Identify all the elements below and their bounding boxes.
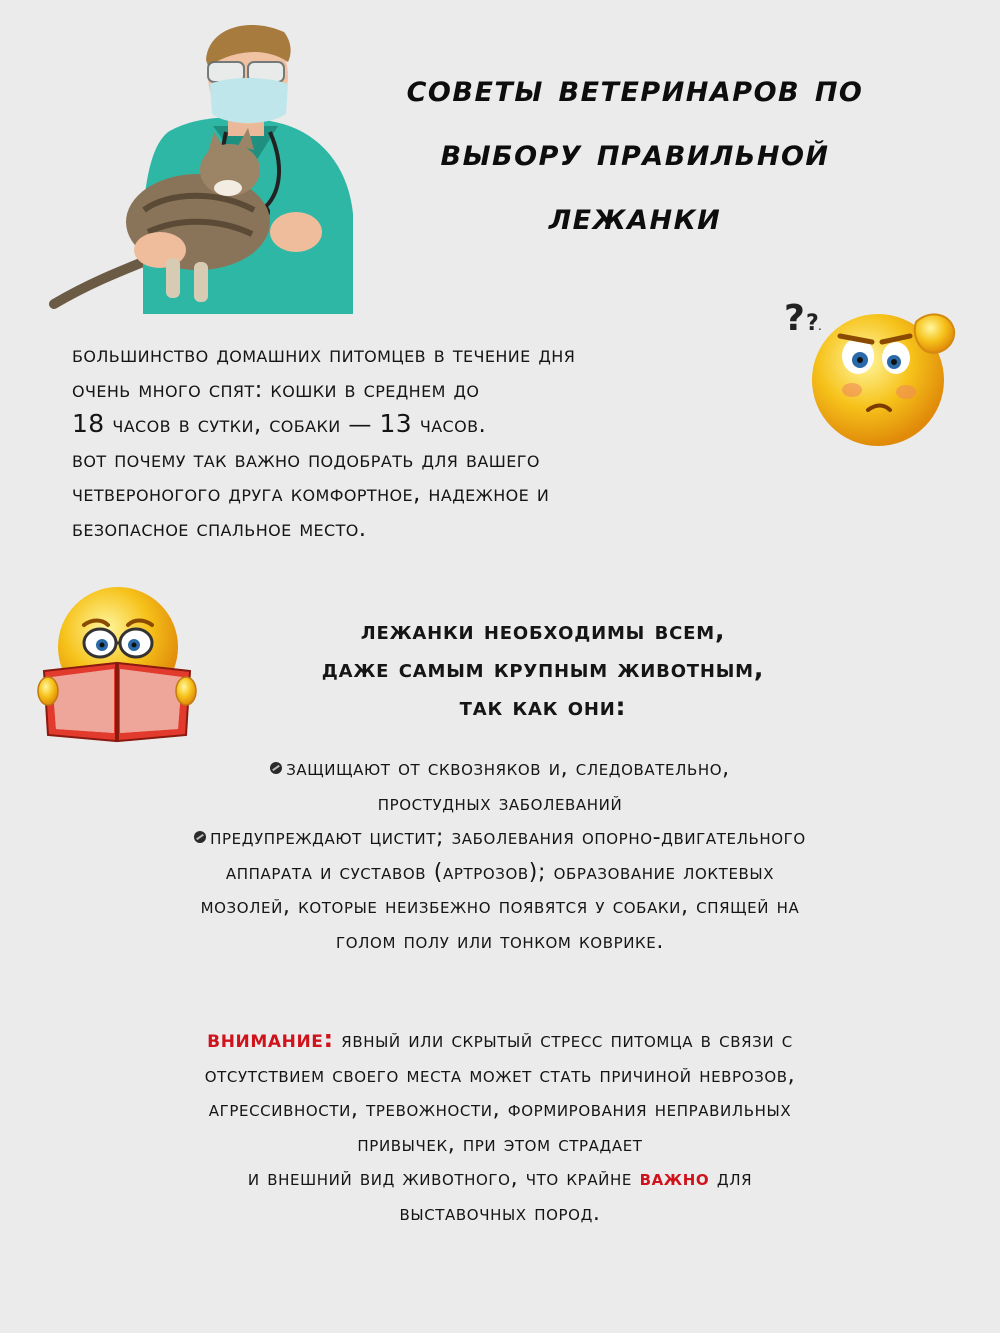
list-item-continued: простудных заболеваний	[377, 790, 623, 816]
heading-line: лежанки необходимы всем,	[360, 616, 726, 645]
intro-line: вот почему так важно подобрать для вашего	[72, 446, 540, 473]
list-item-continued: аппарата и суставов (артрозов); образование локтевых	[225, 859, 775, 885]
intro-line: четвероногого друга комфортное, надежное и	[72, 481, 550, 507]
intro-line	[72, 407, 792, 443]
list-item-continued: голом полу или тонком коврике.	[336, 928, 664, 954]
attention-line: агрессивности, тревожности, формирования неправильных	[208, 1097, 792, 1122]
attention-text: и внешний вид животного, что крайне	[247, 1166, 640, 1191]
thinking-emoji-icon	[778, 286, 970, 446]
page-title	[330, 56, 940, 248]
heading-line: так как они:	[459, 692, 627, 721]
intro-text: часов.	[412, 412, 487, 438]
attention-line	[40, 1162, 960, 1197]
list-item	[40, 821, 960, 856]
intro-line: безопасное спальное место.	[72, 515, 367, 542]
list-item-continued: мозолей, которые неизбежно появятся у собаки, спящей на	[200, 894, 800, 919]
sleep-hours-dogs: 13	[379, 409, 413, 438]
intro-text: часов в сутки, собаки —	[104, 412, 380, 438]
benefits-list	[40, 752, 960, 959]
title-line: лежанки	[548, 194, 722, 238]
bullet-icon	[270, 762, 282, 774]
sleep-hours-cats: 18	[72, 409, 105, 438]
attention-line	[40, 1022, 960, 1059]
attention-line: выставочных пород.	[399, 1200, 601, 1226]
title-line: выбору правильной	[440, 130, 830, 174]
bullet-icon	[194, 831, 206, 843]
list-item	[40, 752, 960, 787]
svg-text:.: .	[818, 319, 822, 333]
veterinarian-with-cat-image	[48, 14, 358, 322]
benefit-text: защищают от сквозняков и, следовательно,	[286, 756, 730, 781]
attention-note	[40, 1022, 960, 1231]
attention-text: явный или скрытый стресс питомца в связи с	[333, 1028, 793, 1053]
intro-line: очень много спят: кошки в среднем до	[72, 376, 480, 403]
section-heading	[238, 612, 848, 726]
svg-text:?: ?	[784, 298, 805, 339]
attention-line: привычек, при этом страдает	[357, 1131, 643, 1157]
attention-text: для	[709, 1166, 753, 1191]
benefit-text: предупреждают цистит; заболевания опорно-двигательного	[210, 825, 806, 850]
intro-line: большинство домашних питомцев в течение дня	[72, 342, 576, 368]
attention-line: отсутствием своего места может стать причиной неврозов,	[204, 1062, 796, 1088]
title-line: советы ветеринаров по	[406, 66, 864, 110]
emphasis-important: важно	[639, 1166, 710, 1191]
heading-line: даже самым крупным животным,	[321, 654, 765, 683]
intro-paragraph	[72, 338, 792, 546]
reading-emoji-icon	[36, 585, 198, 745]
svg-text:?: ?	[806, 311, 819, 336]
attention-label: внимание:	[207, 1025, 334, 1053]
